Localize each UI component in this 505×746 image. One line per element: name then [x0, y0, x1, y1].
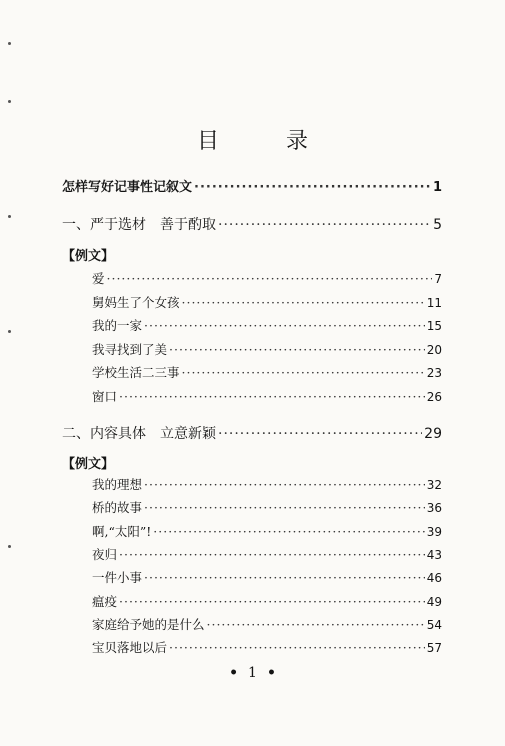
toc-item-page: 49	[426, 594, 442, 609]
toc-item[interactable]	[92, 363, 442, 381]
toc-item[interactable]	[92, 545, 442, 563]
page-number-dot: •	[266, 665, 276, 681]
toc-item-label: 家庭给予她的是什么	[92, 616, 205, 632]
toc-item-page: 54	[426, 617, 442, 632]
toc-item-label: 一件小事	[92, 570, 143, 586]
dot-leader	[153, 524, 424, 539]
margin-mark	[8, 215, 11, 218]
toc-section-label: 一、严于选材 善于酌取	[62, 217, 216, 233]
dot-leader	[169, 640, 425, 655]
toc-item[interactable]	[92, 293, 442, 311]
example-heading: 【例文】	[62, 249, 115, 264]
toc-item-label: 我的理想	[92, 477, 143, 492]
toc-item[interactable]	[92, 638, 442, 656]
toc-item-label: 宝贝落地以后	[92, 640, 168, 656]
toc-item[interactable]	[92, 615, 442, 633]
toc-item-page: 46	[426, 571, 442, 586]
toc-item-label: 我的一家	[92, 318, 143, 333]
toc-item-page: 26	[426, 389, 442, 404]
toc-item-page: 39	[426, 524, 442, 539]
toc-item-label: 爱	[92, 271, 105, 286]
toc-section-page: 5	[433, 217, 442, 233]
page-number-value: 1	[248, 665, 257, 681]
dot-leader	[218, 217, 431, 233]
toc-item[interactable]	[92, 498, 442, 516]
dot-leader	[144, 477, 425, 492]
dot-leader	[119, 594, 425, 609]
toc-section-label: 二、内容具体 立意新颖	[62, 426, 216, 442]
toc-item[interactable]	[92, 592, 442, 610]
margin-mark	[8, 100, 11, 103]
toc-item-label: 我寻找到了美	[92, 341, 168, 357]
toc-item-page: 32	[426, 478, 442, 492]
toc-item-page: 15	[426, 319, 442, 333]
toc-item[interactable]	[92, 269, 442, 287]
toc-item[interactable]	[92, 522, 442, 540]
dot-leader	[182, 295, 425, 310]
toc-item[interactable]	[92, 568, 442, 586]
page-number-dot: •	[229, 665, 239, 681]
toc-item-label: 窗口	[92, 388, 118, 404]
dot-leader	[119, 547, 425, 562]
toc-item-label: 夜归	[92, 546, 118, 562]
toc-section-page: 29	[424, 426, 442, 442]
dot-leader	[119, 389, 425, 404]
toc-item[interactable]	[92, 316, 442, 334]
margin-mark	[8, 545, 11, 548]
toc-item-page: 23	[426, 366, 442, 380]
page-number	[0, 665, 505, 681]
toc-item-page: 43	[426, 547, 442, 562]
toc-item-label: 桥的故事	[92, 500, 143, 516]
margin-mark	[8, 42, 11, 45]
toc-item-label: 瘟疫	[92, 593, 118, 609]
dot-leader	[194, 180, 431, 195]
dot-leader	[144, 318, 425, 333]
toc-item-page: 57	[426, 641, 442, 656]
toc-item-page: 20	[426, 342, 442, 357]
toc-item-label: 学校生活二三事	[92, 365, 180, 380]
margin-mark	[8, 330, 11, 333]
dot-leader	[107, 271, 433, 286]
toc-item-page: 11	[426, 295, 442, 310]
dot-leader	[207, 617, 425, 632]
dot-leader	[218, 426, 422, 442]
dot-leader	[182, 365, 425, 380]
toc-item[interactable]	[92, 475, 442, 493]
toc-item-label: 啊,“太阳”!	[92, 523, 152, 539]
toc-item-page: 36	[426, 501, 442, 516]
dot-leader	[169, 342, 425, 357]
example-heading: 【例文】	[62, 457, 115, 472]
toc-item-page: 7	[434, 272, 442, 286]
toc-main-entry[interactable]	[62, 176, 442, 195]
toc-entry-page: 1	[432, 180, 442, 195]
toc-entry-label: 怎样写好记事性记叙文	[62, 180, 193, 195]
dot-leader	[144, 570, 425, 585]
page-title: 目 录	[197, 129, 338, 154]
toc-item[interactable]	[92, 387, 442, 405]
toc-item[interactable]	[92, 340, 442, 358]
dot-leader	[144, 500, 425, 515]
toc-item-label: 舅妈生了个女孩	[92, 294, 180, 310]
toc-section-1[interactable]	[62, 214, 442, 234]
toc-section-2[interactable]	[62, 423, 442, 443]
